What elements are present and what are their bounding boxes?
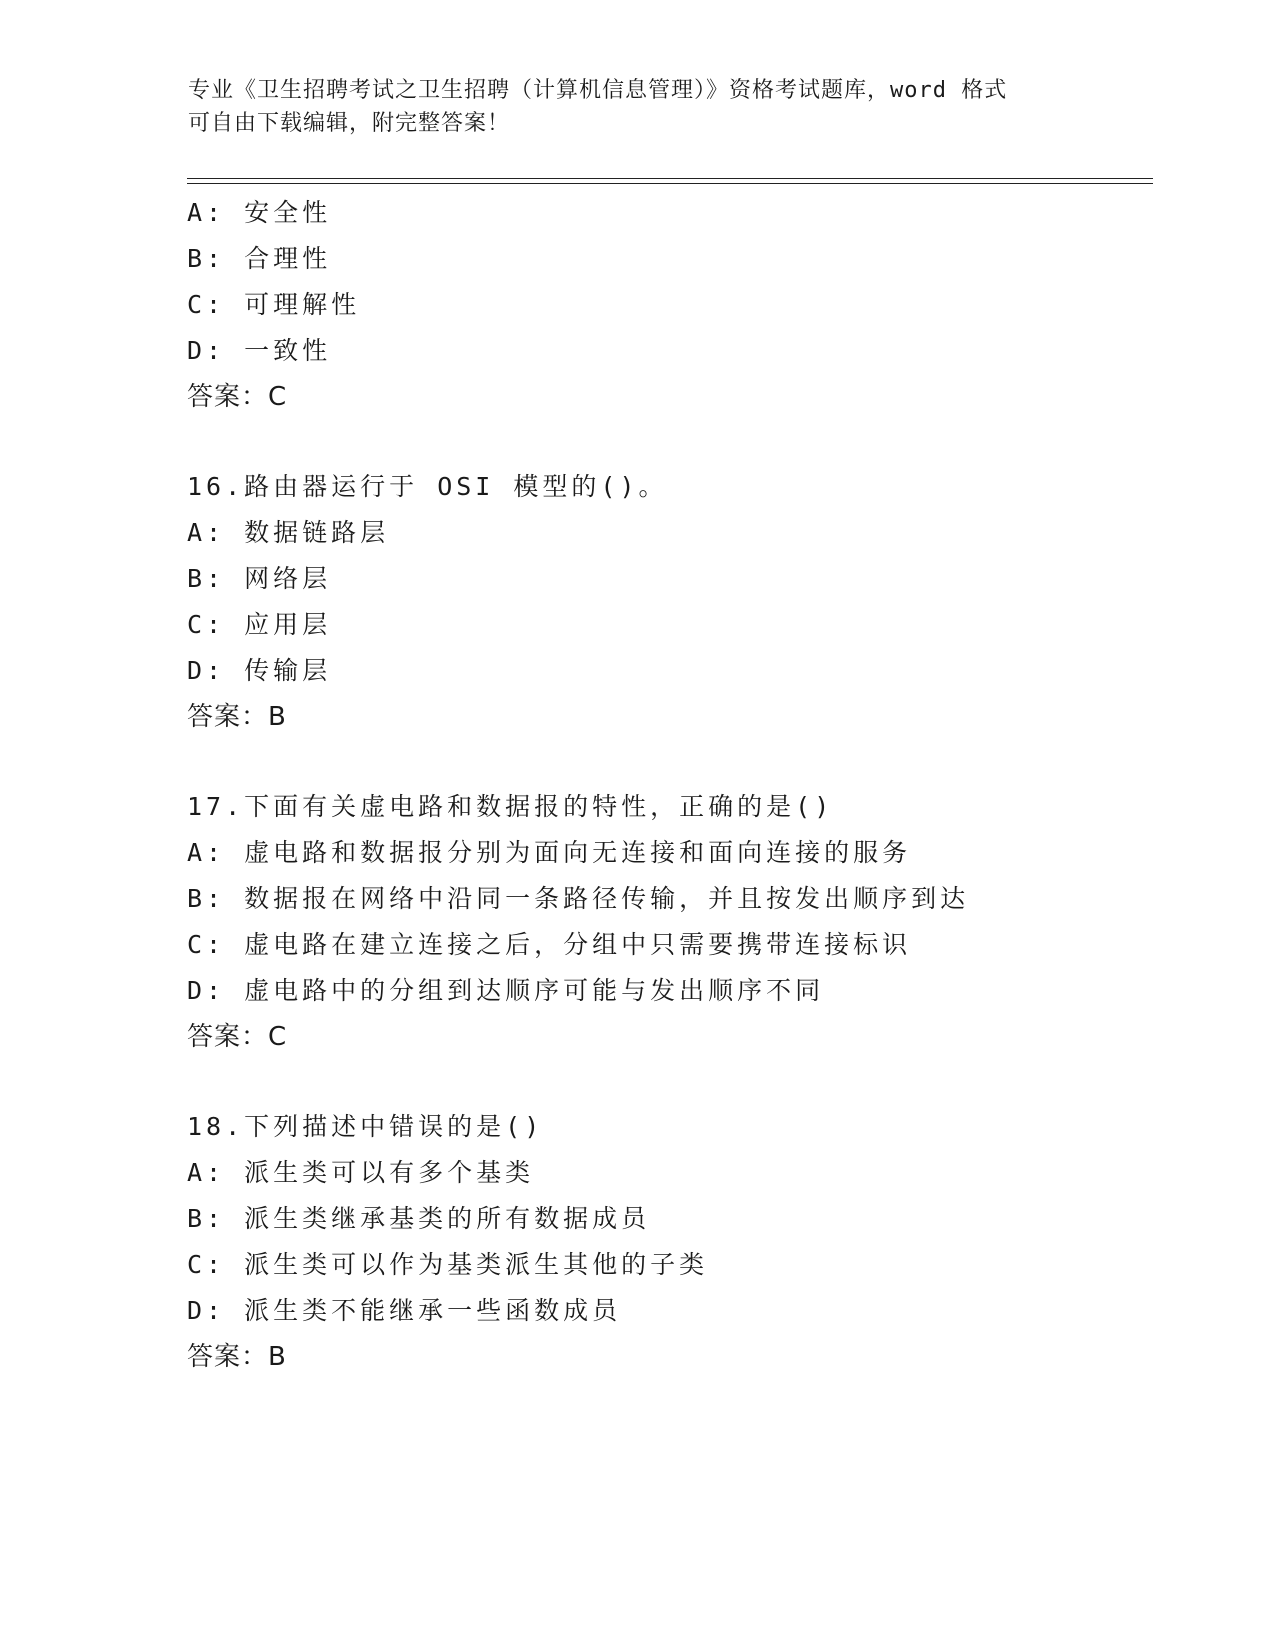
- option-b: B: 网络层: [187, 564, 332, 593]
- option-b: B: 数据报在网络中沿同一条路径传输，并且按发出顺序到达: [187, 884, 970, 913]
- option-a: A: 派生类可以有多个基类: [187, 1158, 535, 1187]
- question-block: [187, 190, 1187, 420]
- question-text: 16.路由器运行于 OSI 模型的()。: [187, 472, 668, 501]
- option-c: C: 可理解性: [187, 290, 361, 319]
- option-a: A: 安全性: [187, 198, 332, 227]
- answer-line: 答案：C: [187, 382, 288, 412]
- answer-line: 答案：C: [187, 1022, 288, 1052]
- question-block: [187, 464, 1187, 740]
- header-divider-bottom: [187, 183, 1153, 184]
- answer-line: 答案：B: [187, 702, 287, 732]
- option-b: B: 合理性: [187, 244, 332, 273]
- header-line-1: 专业《卫生招聘考试之卫生招聘（计算机信息管理）》资格考试题库，word 格式: [188, 78, 1008, 103]
- document-header: [188, 74, 1088, 140]
- header-divider-top: [187, 178, 1153, 179]
- option-d: D: 传输层: [187, 656, 332, 685]
- option-a: A: 虚电路和数据报分别为面向无连接和面向连接的服务: [187, 838, 912, 867]
- question-block: [187, 784, 1187, 1060]
- option-c: C: 派生类可以作为基类派生其他的子类: [187, 1250, 709, 1279]
- question-list: [187, 190, 1187, 1380]
- option-a: A: 数据链路层: [187, 518, 390, 547]
- answer-line: 答案：B: [187, 1342, 287, 1372]
- option-d: D: 一致性: [187, 336, 332, 365]
- question-text: 17.下面有关虚电路和数据报的特性，正确的是(): [187, 792, 834, 821]
- header-line-2: 可自由下载编辑，附完整答案！: [188, 111, 511, 136]
- question-text: 18.下列描述中错误的是(): [187, 1112, 544, 1141]
- option-d: D: 虚电路中的分组到达顺序可能与发出顺序不同: [187, 976, 825, 1005]
- option-c: C: 应用层: [187, 610, 332, 639]
- option-d: D: 派生类不能继承一些函数成员: [187, 1296, 622, 1325]
- question-block: [187, 1104, 1187, 1380]
- option-b: B: 派生类继承基类的所有数据成员: [187, 1204, 651, 1233]
- option-c: C: 虚电路在建立连接之后，分组中只需要携带连接标识: [187, 930, 912, 959]
